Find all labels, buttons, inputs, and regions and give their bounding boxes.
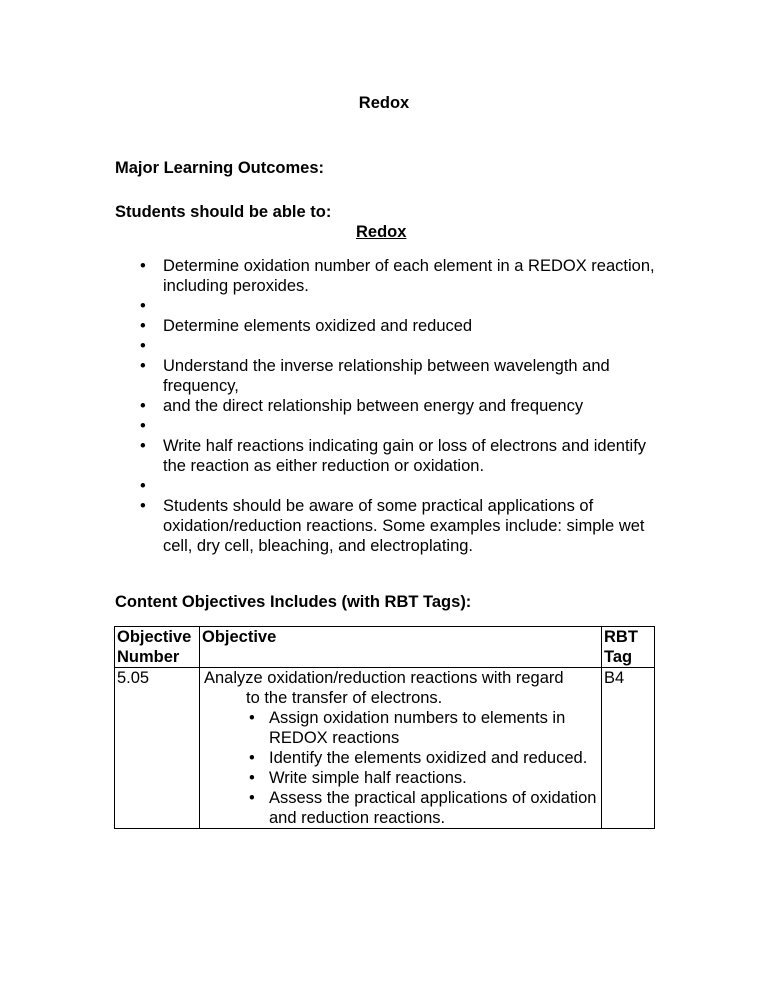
objective-main-text: Analyze oxidation/reduction reactions with regard bbox=[204, 669, 564, 687]
bullet-icon: • bbox=[140, 477, 146, 495]
list-item-text: Write half reactions indicating gain or loss of electrons and identify the reaction as either reduction or oxidation. bbox=[163, 437, 647, 475]
list-item-text: Determine elements oxidized and reduced bbox=[163, 317, 473, 335]
outcomes-list bbox=[140, 256, 660, 556]
bullet-icon: • bbox=[140, 297, 146, 315]
list-item-text: and the direct relationship between energy and frequency bbox=[163, 397, 584, 415]
objective-continued-text: to the transfer of electrons. bbox=[246, 689, 443, 707]
header-rbt-tag: RBT Tag bbox=[602, 627, 655, 668]
objectives-table bbox=[114, 626, 655, 829]
bullet-icon: • bbox=[140, 497, 146, 515]
bullet-icon: • bbox=[140, 337, 146, 355]
page-title: Redox bbox=[358, 94, 410, 112]
bullet-icon: • bbox=[249, 769, 255, 787]
list-item bbox=[140, 496, 660, 556]
content-objectives-heading: Content Objectives Includes (with RBT Tags): bbox=[115, 593, 472, 611]
list-item-text: Determine oxidation number of each element in a REDOX reaction, including peroxides. bbox=[163, 257, 655, 295]
bullet-icon: • bbox=[140, 257, 146, 275]
sub-item-text: Identify the elements oxidized and reduced. bbox=[269, 749, 588, 767]
objective-number-cell: 5.05 bbox=[115, 668, 200, 829]
header-objective: Objective bbox=[200, 627, 602, 668]
list-item bbox=[202, 748, 599, 768]
bullet-icon: • bbox=[140, 397, 146, 415]
list-item bbox=[202, 708, 599, 748]
bullet-icon: • bbox=[249, 789, 255, 807]
bullet-icon: • bbox=[249, 709, 255, 727]
sub-item-text: Write simple half reactions. bbox=[269, 769, 467, 787]
list-item bbox=[140, 396, 660, 416]
bullet-icon: • bbox=[140, 437, 146, 455]
table-row bbox=[115, 668, 655, 829]
list-item bbox=[202, 768, 599, 788]
bullet-icon: • bbox=[249, 749, 255, 767]
list-item bbox=[140, 476, 660, 496]
list-item bbox=[140, 316, 660, 336]
bullet-icon: • bbox=[140, 317, 146, 335]
list-item-text: Students should be aware of some practical applications of oxidation/reduction reactions. Some examples include: simple wet cell, dry cell, bleaching, and electroplating. bbox=[163, 497, 645, 555]
list-item-text: Understand the inverse relationship between wavelength and frequency, bbox=[163, 357, 610, 395]
list-item bbox=[140, 416, 660, 436]
table-header-row bbox=[115, 627, 655, 668]
sub-item-text: Assess the practical applications of oxidation and reduction reactions. bbox=[269, 789, 597, 827]
sub-item-text: Assign oxidation numbers to elements in REDOX reactions bbox=[269, 709, 566, 747]
major-outcomes-heading: Major Learning Outcomes: bbox=[115, 159, 325, 177]
list-item bbox=[140, 296, 660, 316]
bullet-icon: • bbox=[140, 357, 146, 375]
list-item bbox=[140, 336, 660, 356]
objective-cell bbox=[200, 668, 602, 829]
bullet-icon: • bbox=[140, 417, 146, 435]
section-title: Redox bbox=[356, 223, 407, 241]
list-item bbox=[140, 256, 660, 296]
list-item bbox=[140, 356, 660, 396]
students-heading: Students should be able to: bbox=[115, 203, 332, 221]
header-objective-number: Objective Number bbox=[115, 627, 200, 668]
objective-sub-list bbox=[202, 708, 599, 828]
rbt-tag-cell: B4 bbox=[602, 668, 655, 829]
list-item bbox=[140, 436, 660, 476]
list-item bbox=[202, 788, 599, 828]
